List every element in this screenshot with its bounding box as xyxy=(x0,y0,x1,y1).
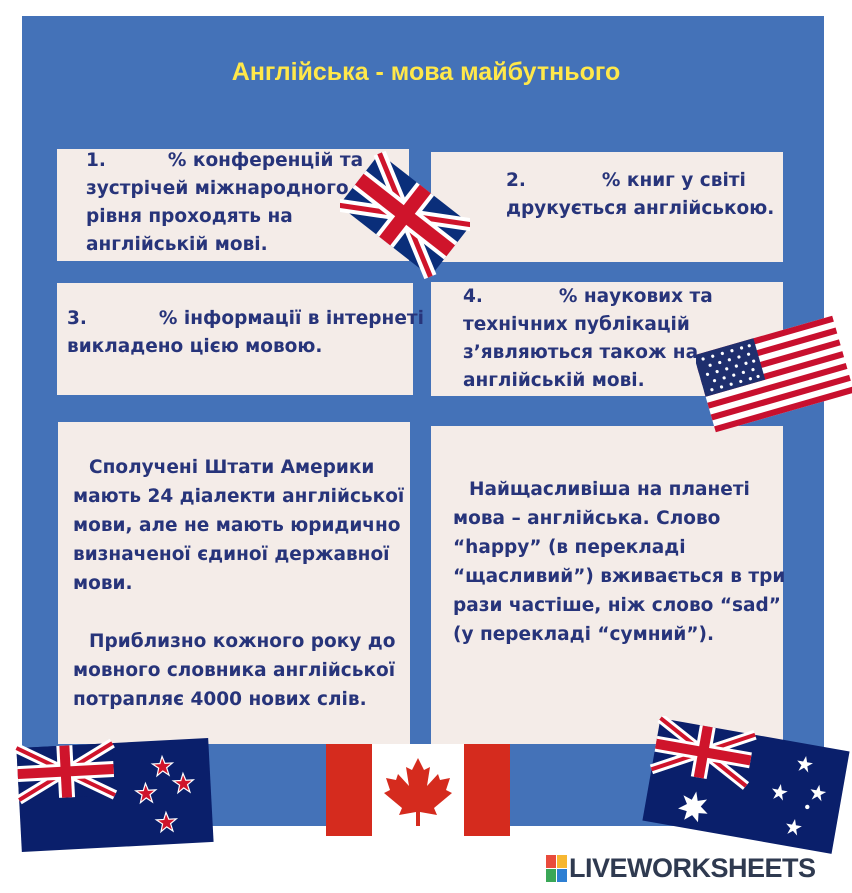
fact-1-line: % конференцій та xyxy=(167,150,364,171)
canada-flag xyxy=(326,744,510,836)
left-panel-line: потрапляє 4000 нових слів. xyxy=(73,689,367,710)
fact-1-number: 1. xyxy=(86,150,106,171)
page-title: Англійська - мова майбутнього xyxy=(231,58,621,86)
left-panel-line: мовного словника англійської xyxy=(73,660,396,681)
fact-2-line: % книг у світі xyxy=(601,170,746,191)
fact-4-text xyxy=(463,283,713,395)
left-panel-line xyxy=(73,598,404,627)
right-panel-line: “щасливий”) вживається в три xyxy=(453,566,786,587)
uk-flag xyxy=(340,150,470,280)
right-panel-line: рази частіше, ніж слово “sad” xyxy=(453,595,781,616)
liveworksheets-logo-icon xyxy=(546,855,566,881)
fact-3-text xyxy=(67,305,424,361)
right-panel-text xyxy=(453,475,785,649)
fact-1-line: зустрічей міжнародного xyxy=(86,178,349,199)
right-panel-line: “happy” (в перекладі xyxy=(453,537,686,558)
fact-2-line: друкується англійською. xyxy=(506,198,775,219)
right-panel-line: мова – англійська. Слово xyxy=(453,508,721,529)
left-panel-line: визначеної єдиної державної xyxy=(73,544,390,565)
left-panel-line: Приблизно кожного року до xyxy=(89,631,396,652)
fact-2-number: 2. xyxy=(506,170,526,191)
fact-4-line: технічних публікацій xyxy=(463,314,690,335)
fact-4-line: % наукових та xyxy=(558,286,713,307)
brand-text: LIVEWORKSHEETS xyxy=(569,852,816,883)
usa-flag xyxy=(696,304,852,444)
fact-2-text xyxy=(506,167,774,223)
left-panel-line: мови. xyxy=(73,573,133,594)
footer-brand xyxy=(546,852,816,884)
right-panel-line: (у перекладі “сумний”). xyxy=(453,624,715,645)
fact-4-line: з’являються також на xyxy=(463,342,699,363)
left-panel-line: мови, але не мають юридично xyxy=(73,515,401,536)
fact-3-number: 3. xyxy=(67,308,87,329)
left-panel-line: мають 24 діалекти англійської xyxy=(73,486,405,507)
fact-4-number: 4. xyxy=(463,286,483,307)
fact-3-line: % інформації в інтернеті xyxy=(158,308,424,329)
australia-flag xyxy=(640,716,852,856)
left-panel-text xyxy=(73,453,404,714)
fact-1-line: англійській мові. xyxy=(86,234,268,255)
left-panel-line: Сполучені Штати Америки xyxy=(89,457,375,478)
new-zealand-flag xyxy=(14,736,216,854)
fact-4-line: англійській мові. xyxy=(463,370,645,391)
fact-3-line: викладено цією мовою. xyxy=(67,336,323,357)
fact-1-text xyxy=(86,147,363,259)
fact-1-line: рівня проходять на xyxy=(86,206,293,227)
right-panel-line: Найщасливіша на планеті xyxy=(469,479,750,500)
